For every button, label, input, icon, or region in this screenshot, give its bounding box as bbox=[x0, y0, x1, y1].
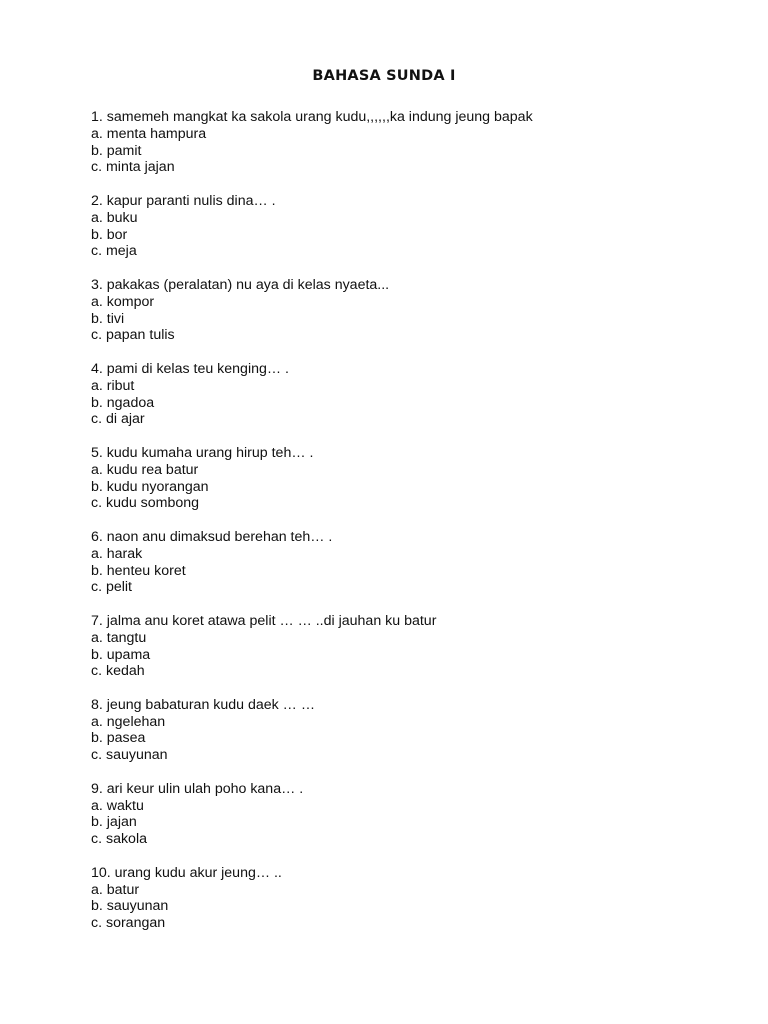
question-stem: 7. jalma anu koret atawa pelit … … ..di jauhan ku batur bbox=[91, 612, 437, 629]
question-7 bbox=[91, 613, 751, 680]
question-6 bbox=[91, 529, 751, 596]
option-a: a. buku bbox=[91, 209, 138, 226]
option-b: b. sauyunan bbox=[91, 898, 169, 915]
option-c: c. sorangan bbox=[91, 915, 166, 932]
question-stem: 6. naon anu dimaksud berehan teh… . bbox=[91, 528, 333, 545]
option-a: a. tangtu bbox=[91, 629, 147, 646]
question-2 bbox=[91, 193, 751, 260]
option-a: a. waktu bbox=[91, 797, 144, 814]
question-9 bbox=[91, 781, 751, 848]
option-a: a. kudu rea batur bbox=[91, 461, 199, 478]
question-stem: 5. kudu kumaha urang hirup teh… . bbox=[91, 444, 314, 461]
question-stem: 8. jeung babaturan kudu daek … … bbox=[91, 696, 316, 713]
question-3 bbox=[91, 277, 751, 344]
option-b: b. ngadoa bbox=[91, 394, 155, 411]
option-a: a. ribut bbox=[91, 377, 135, 394]
question-8 bbox=[91, 697, 751, 764]
option-b: b. kudu nyorangan bbox=[91, 478, 209, 495]
question-5 bbox=[91, 445, 751, 512]
option-c: c. sauyunan bbox=[91, 747, 168, 764]
option-c: c. di ajar bbox=[91, 411, 145, 428]
question-stem: 4. pami di kelas teu kenging… . bbox=[91, 360, 289, 377]
option-c: c. kudu sombong bbox=[91, 495, 200, 512]
question-stem: 2. kapur paranti nulis dina… . bbox=[91, 192, 276, 209]
option-a: a. ngelehan bbox=[91, 713, 166, 730]
option-a: a. menta hampura bbox=[91, 125, 207, 142]
option-b: b. tivi bbox=[91, 310, 125, 327]
option-c: c. papan tulis bbox=[91, 327, 175, 344]
question-10 bbox=[91, 865, 751, 932]
option-a: a. batur bbox=[91, 881, 140, 898]
question-1 bbox=[91, 109, 751, 176]
question-4 bbox=[91, 361, 751, 428]
option-c: c. kedah bbox=[91, 663, 145, 680]
option-b: b. bor bbox=[91, 226, 128, 243]
question-stem: 3. pakakas (peralatan) nu aya di kelas nyaeta... bbox=[91, 276, 390, 293]
option-b: b. pamit bbox=[91, 142, 142, 159]
option-c: c. meja bbox=[91, 243, 137, 260]
question-stem: 9. ari keur ulin ulah poho kana… . bbox=[91, 780, 304, 797]
option-c: c. pelit bbox=[91, 579, 133, 596]
option-b: b. upama bbox=[91, 646, 151, 663]
option-a: a. kompor bbox=[91, 293, 155, 310]
question-stem: 1. samemeh mangkat ka sakola urang kudu,,,,,,ka indung jeung bapak bbox=[91, 109, 533, 125]
question-stem: 10. urang kudu akur jeung… .. bbox=[91, 864, 282, 881]
question-list bbox=[91, 109, 751, 949]
option-c: c. sakola bbox=[91, 831, 147, 848]
document-title: BAHASA SUNDA I bbox=[312, 68, 456, 84]
option-b: b. henteu koret bbox=[91, 562, 186, 579]
option-b: b. jajan bbox=[91, 814, 137, 831]
option-c: c. minta jajan bbox=[91, 159, 175, 176]
option-a: a. harak bbox=[91, 545, 143, 562]
option-b: b. pasea bbox=[91, 730, 146, 747]
